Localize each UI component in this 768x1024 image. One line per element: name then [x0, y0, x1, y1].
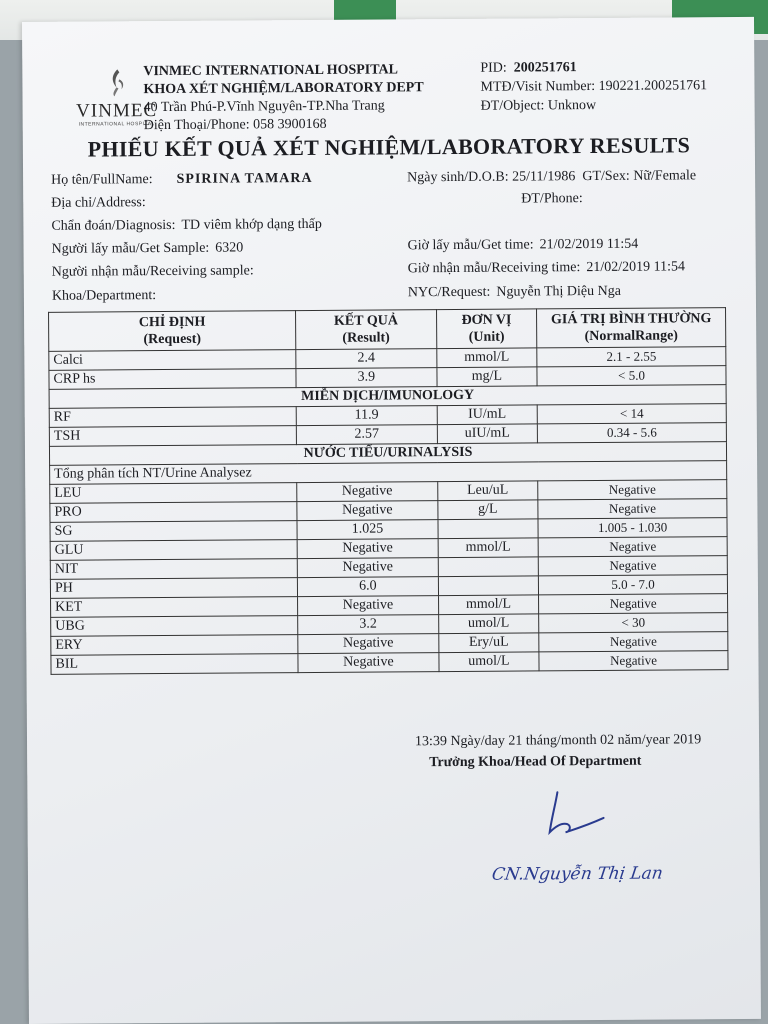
test-name: SG	[50, 521, 297, 542]
diagnosis-field	[51, 217, 322, 235]
get-sample-label: Người lấy mẫu/Get Sample:	[51, 240, 210, 257]
address-field	[51, 195, 146, 212]
test-unit: Leu/uL	[437, 481, 538, 501]
header-normal-range: GIÁ TRỊ BÌNH THƯỜNG (NormalRange)	[537, 308, 726, 348]
receiving-field	[52, 263, 254, 280]
sex-value: GT/Sex: Nữ/Female	[582, 168, 697, 185]
receiving-time-field	[408, 259, 685, 277]
test-name: GLU	[50, 540, 297, 561]
test-range: < 30	[539, 613, 728, 633]
test-range: < 14	[537, 404, 726, 424]
visit-info	[480, 57, 707, 116]
test-range: Negative	[538, 537, 727, 557]
test-name: BIL	[51, 654, 298, 675]
test-result: Negative	[298, 653, 439, 673]
test-unit: IU/mL	[437, 405, 538, 425]
test-result: 1.025	[297, 520, 438, 540]
test-result: Negative	[298, 596, 439, 616]
dob-value: Ngày sinh/D.O.B: 25/11/1986	[407, 169, 576, 186]
test-range: 5.0 - 7.0	[539, 575, 728, 595]
phone-label: ĐT/Phone:	[521, 191, 583, 207]
visit-number: MTĐ/Visit Number: 190221.200251761	[480, 78, 708, 95]
get-sample-field	[52, 240, 244, 257]
test-name: LEU	[50, 483, 297, 504]
table-row	[51, 651, 728, 675]
test-result: 2.57	[296, 425, 437, 445]
test-unit: mg/L	[437, 367, 538, 387]
header-result: KẾT QUẢ (Result)	[296, 310, 437, 350]
test-result: Negative	[297, 558, 438, 578]
test-range: 0.34 - 5.6	[537, 423, 726, 443]
test-name: UBG	[51, 616, 298, 637]
section-title: NƯỚC TIỂU/URINALYSIS	[49, 442, 726, 466]
test-range: Negative	[539, 594, 728, 614]
test-unit: mmol/L	[436, 348, 537, 368]
receiving-time-value: 21/02/2019 11:54	[586, 259, 686, 276]
test-result: Negative	[297, 501, 438, 521]
logo-subtext: INTERNATIONAL HOSPITAL	[78, 121, 155, 128]
test-range: 2.1 - 2.55	[537, 347, 726, 367]
test-result: 6.0	[297, 577, 438, 597]
department-field	[52, 288, 156, 305]
test-name: Calci	[49, 350, 296, 371]
test-unit: umol/L	[439, 652, 540, 672]
receiving-time-label: Giờ nhận mẫu/Receiving time:	[407, 260, 581, 277]
test-range: Negative	[538, 556, 727, 576]
lab-report-page	[22, 17, 761, 1024]
test-unit	[438, 557, 539, 577]
test-range: 1.005 - 1.030	[538, 518, 727, 538]
test-name: CRP hs	[49, 369, 296, 390]
header-unit: ĐƠN VỊ (Unit)	[436, 309, 537, 349]
pid-label: PID:	[480, 60, 507, 76]
test-result: 3.2	[298, 615, 439, 635]
test-range: Negative	[539, 632, 728, 652]
results-table	[48, 307, 729, 675]
test-result: 3.9	[296, 368, 437, 388]
request-value: Nguyễn Thị Diệu Nga	[496, 283, 621, 300]
pid-value: 200251761	[513, 60, 577, 76]
test-result: Negative	[298, 634, 439, 654]
test-name: KET	[51, 597, 298, 618]
request-field	[408, 284, 621, 301]
test-result: 2.4	[296, 349, 437, 369]
test-range: < 5.0	[537, 366, 726, 386]
test-unit: mmol/L	[438, 538, 539, 558]
get-sample-value: 6320	[215, 240, 244, 256]
report-datetime: 13:39 Ngày/day 21 tháng/month 02 năm/year 2019	[414, 732, 702, 750]
header-request: CHỈ ĐỊNH (Request)	[49, 311, 296, 352]
get-time-label: Giờ lấy mẫu/Get time:	[407, 237, 534, 254]
test-name: ERY	[51, 635, 298, 656]
test-name: NIT	[50, 559, 297, 580]
test-unit	[438, 519, 539, 539]
test-name: PRO	[50, 502, 297, 523]
signer-name: CN.Nguyễn Thị Lan	[490, 863, 665, 885]
table-header-row	[49, 308, 726, 352]
group-title: Tổng phân tích NT/Urine Analysez	[50, 461, 727, 485]
test-name: RF	[49, 407, 296, 428]
test-unit: mmol/L	[438, 595, 539, 615]
object-type: ĐT/Object: Unknow	[480, 97, 597, 114]
section-title: MIỄN DỊCH/IMUNOLOGY	[49, 385, 726, 409]
test-name: TSH	[49, 426, 296, 447]
fullname-field	[51, 171, 313, 189]
signature-scribble-icon	[541, 788, 611, 838]
test-name: PH	[50, 578, 297, 599]
test-result: Negative	[297, 539, 438, 559]
test-result: 11.9	[296, 406, 437, 426]
diagnosis-value: TD viêm khớp dạng thấp	[181, 216, 322, 233]
hospital-address: 40 Trần Phú-P.Vĩnh Nguyên-TP.Nha Trang	[143, 98, 385, 116]
vinmec-logo-mark-icon	[103, 67, 129, 97]
hospital-info	[143, 61, 424, 135]
test-unit: g/L	[438, 500, 539, 520]
request-label: NYC/Request:	[407, 284, 491, 301]
test-range: Negative	[538, 480, 727, 500]
get-time-value: 21/02/2019 11:54	[539, 236, 639, 253]
fullname-value: SPIRINA TAMARA	[176, 170, 313, 187]
address-label: Địa chỉ/Address:	[51, 195, 146, 211]
hospital-phone: Điện Thoại/Phone: 058 3900168	[143, 116, 327, 134]
lab-dept: KHOA XÉT NGHIỆM/LABORATORY DEPT	[143, 80, 424, 98]
hospital-name: VINMEC INTERNATIONAL HOSPITAL	[143, 62, 399, 80]
get-time-field	[408, 237, 639, 255]
test-unit: umol/L	[438, 614, 539, 634]
phone-field	[521, 191, 583, 207]
diagnosis-label: Chẩn đoán/Diagnosis:	[51, 217, 176, 234]
test-result: Negative	[297, 482, 438, 502]
test-unit: uIU/mL	[437, 424, 538, 444]
test-range: Negative	[539, 651, 728, 671]
head-of-department-title: Trưởng Khoa/Head Of Department	[429, 753, 642, 771]
test-unit: Ery/uL	[438, 633, 539, 653]
receiving-label: Người nhận mẫu/Receiving sample:	[51, 263, 254, 280]
dob-sex-field	[407, 168, 696, 186]
test-unit	[438, 576, 539, 596]
fullname-label: Họ tên/FullName:	[51, 172, 153, 188]
logo-name: VINMEC	[76, 100, 158, 122]
department-label: Khoa/Department:	[51, 288, 157, 304]
test-range: Negative	[538, 499, 727, 519]
report-title: PHIẾU KẾT QUẢ XÉT NGHIỆM/LABORATORY RESULTS	[87, 132, 691, 162]
